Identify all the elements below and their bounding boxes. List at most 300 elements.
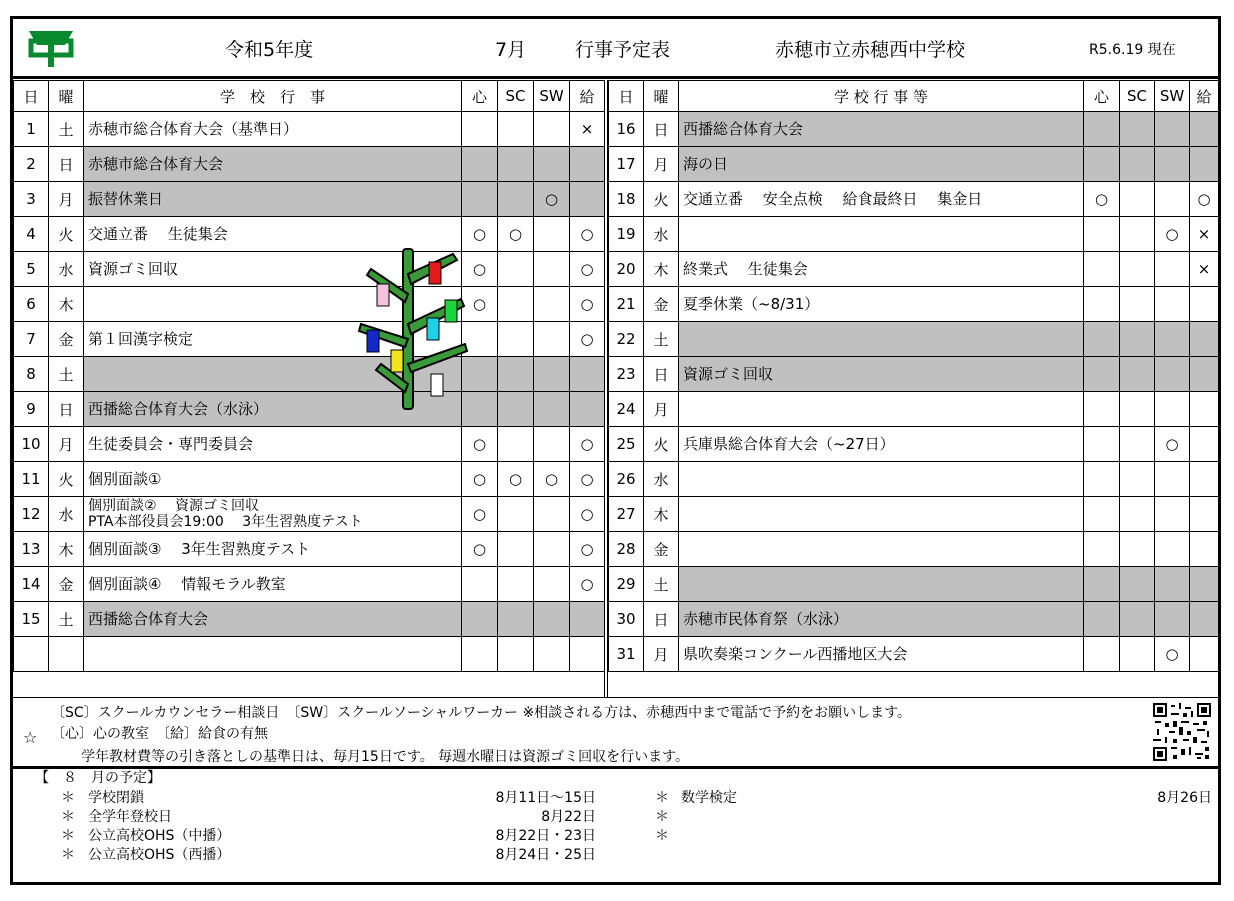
table-row [14,427,605,462]
weekday-cell: 火 [644,427,679,462]
table-row [609,427,1219,462]
kokoro-cell [462,182,498,217]
star-icon: ☆ [23,728,38,747]
event-cell: 資源ゴミ回収 [84,252,462,287]
event-cell: 資源ゴミ回収 [679,357,1084,392]
day-cell: 16 [609,112,644,147]
table-row [14,182,605,217]
day-cell: 21 [609,287,644,322]
table-row [609,602,1219,637]
sc-cell [1120,287,1155,322]
col-events: 学 校 行 事 等 [679,81,1084,112]
sc-cell [498,182,534,217]
kyu-cell [570,357,605,392]
sc-cell [498,567,534,602]
weekday-cell: 水 [49,497,84,532]
sw-cell [534,567,570,602]
day-cell: 30 [609,602,644,637]
kyu-cell [1190,112,1219,147]
kyu-cell: ○ [570,427,605,462]
sc-cell [1120,147,1155,182]
weekday-cell: 木 [49,287,84,322]
weekday-cell: 火 [49,217,84,252]
august-item-date: 8月22日 [541,809,596,825]
day-cell [14,637,49,672]
sw-cell [1155,182,1190,217]
table-row [609,532,1219,567]
sw-cell [534,252,570,287]
table-row [609,497,1219,532]
sw-cell [534,357,570,392]
event-cell: 振替休業日 [84,182,462,217]
kokoro-cell [1084,322,1120,357]
sw-cell [1155,322,1190,357]
weekday-cell: 月 [644,147,679,182]
weekday-cell: 土 [49,602,84,637]
table-row [14,357,605,392]
sc-cell [1120,322,1155,357]
sc-cell [498,532,534,567]
sw-cell [1155,567,1190,602]
kyu-cell [570,637,605,672]
event-cell: 夏季休業（~8/31） [679,287,1084,322]
day-cell: 3 [14,182,49,217]
sc-cell [498,357,534,392]
sw-cell [534,392,570,427]
weekday-cell: 日 [644,602,679,637]
sw-cell [534,497,570,532]
event-cell [679,567,1084,602]
august-section [13,769,1218,882]
sc-cell [498,427,534,462]
kyu-cell [1190,532,1219,567]
weekday-cell: 月 [49,182,84,217]
event-cell: 赤穂市民体育祭（水泳） [679,602,1084,637]
kyu-cell [1190,567,1219,602]
sc-cell [1120,567,1155,602]
sw-cell: ○ [534,462,570,497]
page-title: 行事予定表 [575,39,671,61]
table-row [14,462,605,497]
august-item-date: 8月22日・23日 [495,828,596,844]
bullet-icon: ＊ [61,809,75,825]
sc-cell [1120,357,1155,392]
kokoro-cell: ○ [462,427,498,462]
school-emblem-icon [25,27,77,69]
sc-cell [1120,462,1155,497]
kyu-cell [1190,462,1219,497]
table-row [14,637,605,672]
kyu-cell [1190,392,1219,427]
sw-cell [1155,112,1190,147]
left-schedule-table [13,80,605,672]
day-cell: 23 [609,357,644,392]
header [13,19,1218,79]
day-cell: 9 [14,392,49,427]
notes-section [13,697,1218,769]
sc-cell [498,602,534,637]
table-header-row [14,81,605,112]
day-cell: 17 [609,147,644,182]
table-row [14,147,605,182]
day-cell: 7 [14,322,49,357]
sc-cell [1120,497,1155,532]
sc-cell [1120,252,1155,287]
weekday-cell: 日 [644,357,679,392]
sw-cell [1155,532,1190,567]
col-sc: SC [498,81,534,112]
kokoro-cell [1084,147,1120,182]
sc-cell [498,287,534,322]
sw-cell [534,532,570,567]
event-cell: 海の日 [679,147,1084,182]
event-cell: 終業式 生徒集会 [679,252,1084,287]
kyu-cell [1190,322,1219,357]
col-kokoro: 心 [1084,81,1120,112]
kyu-cell: ○ [570,252,605,287]
sc-cell [1120,427,1155,462]
kyu-cell [570,392,605,427]
weekday-cell: 木 [644,497,679,532]
weekday-cell: 金 [644,532,679,567]
day-cell: 18 [609,182,644,217]
kokoro-cell: ○ [462,287,498,322]
august-item-label: 数学検定 [681,790,737,806]
kokoro-cell: ○ [462,217,498,252]
kyu-cell: ○ [570,497,605,532]
event-cell [679,217,1084,252]
event-cell: 生徒委員会・専門委員会 [84,427,462,462]
day-cell: 13 [14,532,49,567]
event-cell: 第１回漢字検定 [84,322,462,357]
table-row [14,532,605,567]
august-item-date: 8月11日～15日 [495,790,596,806]
table-row [14,287,605,322]
schedule-sheet [10,16,1221,885]
table-row [609,147,1219,182]
kokoro-cell [1084,252,1120,287]
sc-cell: ○ [498,217,534,252]
event-cell [679,392,1084,427]
sc-cell [1120,637,1155,672]
kokoro-cell [462,147,498,182]
sw-cell: ○ [534,182,570,217]
kokoro-cell [1084,217,1120,252]
sc-cell [1120,532,1155,567]
event-cell: 西播総合体育大会 [679,112,1084,147]
col-sw: SW [1155,81,1190,112]
kokoro-cell [1084,532,1120,567]
col-sc: SC [1120,81,1155,112]
weekday-cell: 土 [49,357,84,392]
event-line: 個別面談② 資源ゴミ回収 [88,498,260,514]
kyu-cell: ○ [570,322,605,357]
event-cell [84,497,462,532]
event-cell: 西播総合体育大会 [84,602,462,637]
kyu-cell [1190,287,1219,322]
kyu-cell: ○ [570,532,605,567]
weekday-cell: 金 [49,322,84,357]
sw-cell [1155,602,1190,637]
table-row [609,252,1219,287]
day-cell: 15 [14,602,49,637]
sw-cell [1155,497,1190,532]
sc-cell [1120,112,1155,147]
kokoro-cell: ○ [462,497,498,532]
event-cell [679,497,1084,532]
table-row [14,392,605,427]
sw-cell [534,427,570,462]
kyu-cell [570,147,605,182]
kokoro-cell [1084,427,1120,462]
august-item-label: 公立高校OHS（西播） [88,847,231,863]
kokoro-cell [1084,462,1120,497]
sc-cell [498,637,534,672]
table-row [14,112,605,147]
kokoro-cell [462,602,498,637]
day-cell: 27 [609,497,644,532]
kokoro-cell: ○ [462,252,498,287]
sw-cell [534,637,570,672]
sw-cell [1155,462,1190,497]
col-kyu: 給 [570,81,605,112]
table-row [609,287,1219,322]
table-row [609,182,1219,217]
weekday-cell: 火 [49,462,84,497]
august-heading: 【 ８ 月の予定】 [35,770,161,786]
table-row [609,217,1219,252]
event-cell [679,322,1084,357]
sc-cell [498,497,534,532]
kyu-cell [1190,602,1219,637]
event-cell: 赤穂市総合体育大会（基準日） [84,112,462,147]
sw-cell [534,112,570,147]
weekday-cell: 土 [644,567,679,602]
bullet-icon: ＊ [61,847,75,863]
kokoro-cell [462,637,498,672]
kyu-cell: ○ [570,462,605,497]
day-cell: 8 [14,357,49,392]
tanabata-bamboo-icon [353,244,473,414]
event-cell [679,462,1084,497]
kokoro-cell [1084,357,1120,392]
day-cell: 25 [609,427,644,462]
table-row [609,322,1219,357]
day-cell: 6 [14,287,49,322]
sw-cell: ○ [1155,427,1190,462]
day-cell: 4 [14,217,49,252]
table-row [14,252,605,287]
event-cell: 個別面談③ 3年生習熟度テスト [84,532,462,567]
note-line-1: 〔SC〕スクールカウンセラー相談日 〔SW〕スクールソーシャルワーカー ※相談される方は、赤穂西中まで電話で予約をお願いします。 [51,705,912,721]
kokoro-cell [1084,112,1120,147]
sw-cell [534,322,570,357]
kyu-cell [1190,357,1219,392]
bullet-icon: ＊ [61,790,75,806]
bullet-icon: ＊ [655,790,669,806]
table-row [609,462,1219,497]
day-cell: 22 [609,322,644,357]
table-row [14,217,605,252]
day-cell: 19 [609,217,644,252]
kokoro-cell [1084,287,1120,322]
kyu-cell [1190,147,1219,182]
event-cell: 個別面談④ 情報モラル教室 [84,567,462,602]
kokoro-cell [1084,392,1120,427]
table-row [14,602,605,637]
weekday-cell: 日 [49,147,84,182]
day-cell: 26 [609,462,644,497]
sc-cell [1120,182,1155,217]
kyu-cell: ○ [570,567,605,602]
kyu-cell [1190,637,1219,672]
right-schedule-table [608,80,1219,672]
event-cell: 交通立番 生徒集会 [84,217,462,252]
sw-cell [1155,357,1190,392]
weekday-cell: 金 [49,567,84,602]
day-cell: 2 [14,147,49,182]
kokoro-cell: ○ [1084,182,1120,217]
day-cell: 28 [609,532,644,567]
kokoro-cell [1084,567,1120,602]
sw-cell [1155,287,1190,322]
august-item-label: 公立高校OHS（中播） [88,828,231,844]
table-row [14,322,605,357]
day-cell: 29 [609,567,644,602]
table-header-row [609,81,1219,112]
sw-cell: ○ [1155,217,1190,252]
august-item-label: 全学年登校日 [88,809,172,825]
event-cell: 兵庫県総合体育大会（~27日） [679,427,1084,462]
day-cell: 10 [14,427,49,462]
kyu-cell: × [570,112,605,147]
kokoro-cell [1084,637,1120,672]
table-row [609,357,1219,392]
sc-cell [498,112,534,147]
weekday-cell: 土 [49,112,84,147]
kyu-cell: ○ [1190,182,1219,217]
kokoro-cell: ○ [462,462,498,497]
sw-cell [1155,252,1190,287]
event-line: PTA本部役員会19:00 3年生習熟度テスト [88,514,363,530]
kyu-cell: × [1190,252,1219,287]
kyu-cell: ○ [570,217,605,252]
table-row [14,497,605,532]
table-row [609,392,1219,427]
qr-code-icon [1153,703,1211,761]
day-cell: 1 [14,112,49,147]
day-cell: 24 [609,392,644,427]
sc-cell [498,252,534,287]
table-row [609,567,1219,602]
event-cell: 個別面談① [84,462,462,497]
month: 7月 [495,39,527,61]
day-cell: 11 [14,462,49,497]
table-row [609,112,1219,147]
event-cell: 県吹奏楽コンクール西播地区大会 [679,637,1084,672]
sw-cell [534,147,570,182]
august-item-date: 8月26日 [1157,790,1212,806]
era-year: 令和5年度 [225,39,314,61]
weekday-cell: 日 [49,392,84,427]
kyu-cell [1190,427,1219,462]
weekday-cell: 水 [644,462,679,497]
sc-cell [498,147,534,182]
sw-cell [1155,147,1190,182]
note-line-2: 〔心〕心の教室 〔給〕給食の有無 [51,726,268,742]
weekday-cell: 火 [644,182,679,217]
kyu-cell: × [1190,217,1219,252]
col-events: 学 校 行 事 [84,81,462,112]
sw-cell [534,287,570,322]
kokoro-cell: ○ [462,532,498,567]
kyu-cell [570,182,605,217]
weekday-cell: 月 [644,637,679,672]
kyu-cell [570,602,605,637]
sc-cell [498,392,534,427]
sw-cell [1155,392,1190,427]
bullet-icon: ＊ [61,828,75,844]
col-day: 日 [14,81,49,112]
day-cell: 20 [609,252,644,287]
col-day: 日 [609,81,644,112]
table-row [14,567,605,602]
sc-cell: ○ [498,462,534,497]
col-kokoro: 心 [462,81,498,112]
school-name: 赤穂市立赤穂西中学校 [775,39,966,61]
kyu-cell: ○ [570,287,605,322]
col-weekday: 曜 [644,81,679,112]
kokoro-cell [462,112,498,147]
as-of-date: R5.6.19 現在 [1089,42,1176,58]
col-kyu: 給 [1190,81,1219,112]
weekday-cell: 土 [644,322,679,357]
sw-cell: ○ [1155,637,1190,672]
event-cell: 西播総合体育大会（水泳） [84,392,462,427]
kokoro-cell [1084,497,1120,532]
august-item-label: 学校閉鎖 [88,790,144,806]
table-row [609,637,1219,672]
day-cell: 31 [609,637,644,672]
weekday-cell: 金 [644,287,679,322]
bullet-icon: ＊ [655,828,669,844]
col-sw: SW [534,81,570,112]
event-cell [679,532,1084,567]
august-item-date: 8月24日・25日 [495,847,596,863]
day-cell: 14 [14,567,49,602]
weekday-cell: 月 [49,427,84,462]
weekday-cell: 月 [644,392,679,427]
weekday-cell: 木 [644,252,679,287]
day-cell: 12 [14,497,49,532]
note-line-3: 学年教材費等の引き落としの基準日は、毎月15日です。 毎週水曜日は資源ゴミ回収を行います。 [81,749,690,765]
sc-cell [498,322,534,357]
sw-cell [534,217,570,252]
weekday-cell: 日 [644,112,679,147]
kokoro-cell [462,567,498,602]
event-cell [84,637,462,672]
bullet-icon: ＊ [655,809,669,825]
day-cell: 5 [14,252,49,287]
weekday-cell: 水 [644,217,679,252]
kyu-cell [1190,497,1219,532]
col-weekday: 曜 [49,81,84,112]
weekday-cell [49,637,84,672]
sw-cell [534,602,570,637]
event-cell: 赤穂市総合体育大会 [84,147,462,182]
weekday-cell: 木 [49,532,84,567]
weekday-cell: 水 [49,252,84,287]
